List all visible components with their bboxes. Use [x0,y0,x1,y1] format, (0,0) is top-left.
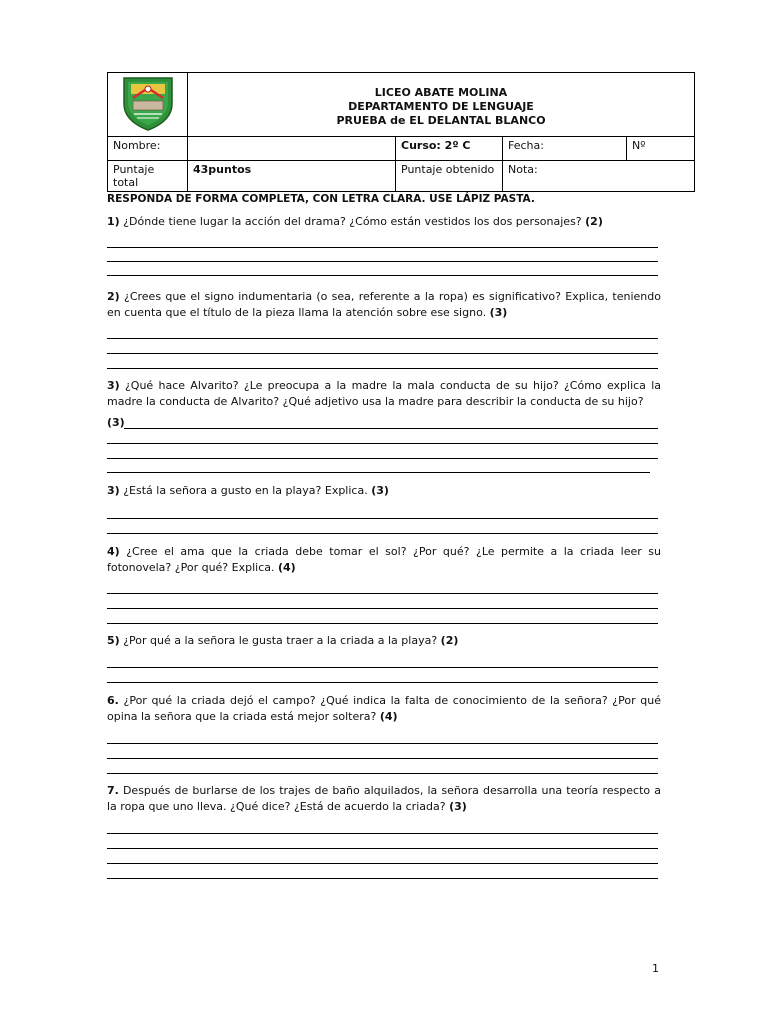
question-text: ¿Crees que el signo indumentaria (o sea, referente a la ropa) es significativo? Explica, teniendo en cuenta que el título de la pieza llama la atención sobre ese signo. [107,290,661,319]
question-number: 6. [107,694,119,707]
question-1 [107,214,661,230]
question-text: ¿Dónde tiene lugar la acción del drama? ¿Cómo están vestidos los dos personajes? [123,215,582,228]
answer-line[interactable] [107,533,658,534]
header-table [107,72,695,192]
question-number: 3) [107,484,120,497]
question-text: ¿Por qué la criada dejó el campo? ¿Qué indica la falta de conocimiento de la señora? ¿Por qué opina la señora que la criada está mejor soltera? [107,694,661,723]
answer-line[interactable] [107,353,658,354]
answer-line[interactable] [107,518,658,519]
school-title-cell [188,73,695,137]
puntaje-total-label: Puntaje total [108,161,188,192]
question-number: 5) [107,634,120,647]
question-text: ¿Por qué a la señora le gusta traer a la criada a la playa? [123,634,438,647]
answer-line[interactable] [107,261,658,262]
answer-line[interactable] [107,443,658,444]
instructions: RESPONDA DE FORMA COMPLETA, CON LETRA CLARA. USE LÁPIZ PASTA. [107,193,535,205]
answer-prefix: (3) [107,416,125,429]
answer-line[interactable] [107,863,658,864]
page-number: 1 [652,962,659,975]
question-points: (4) [379,710,398,723]
question-2 [107,289,661,321]
question-number: 7. [107,784,119,797]
school-name: LICEO ABATE MOLINA [374,86,508,99]
answer-line[interactable] [107,758,658,759]
question-5 [107,633,661,649]
answer-line[interactable] [107,878,658,879]
answer-line[interactable] [107,743,658,744]
nota-field[interactable]: Nota: [503,161,695,192]
answer-line[interactable] [124,428,658,429]
answer-line[interactable] [107,773,658,774]
answer-line[interactable] [107,667,658,668]
answer-line[interactable] [107,623,658,624]
question-points: (2) [585,215,603,228]
question-4 [107,544,661,576]
answer-line[interactable] [107,458,658,459]
logo-cell [108,73,188,137]
question-number: 1) [107,215,120,228]
question-points: (3) [371,484,389,497]
department-name: DEPARTAMENTO DE LENGUAJE [348,100,534,113]
question-points: (3) [489,306,508,319]
question-number: 2) [107,290,120,303]
question-7 [107,783,661,815]
answer-line[interactable] [107,338,658,339]
question-text: ¿Qué hace Alvarito? ¿Le preocupa a la madre la mala conducta de su hijo? ¿Cómo explica la madre la conducta de Alvarito? ¿Qué adjetivo usa la madre para describir la conducta de su hijo? [107,379,661,408]
test-title: PRUEBA de EL DELANTAL BLANCO [336,114,546,127]
question-text: ¿Cree el ama que la criada debe tomar el sol? ¿Por qué? ¿Le permite a la criada leer su fotonovela? ¿Por qué? Explica. [107,545,662,574]
puntaje-obtenido-field[interactable]: Puntaje obtenido [396,161,503,192]
curso-label: Curso: 2º C [396,137,503,161]
question-3 [107,378,661,410]
question-3b [107,483,661,499]
answer-line[interactable] [107,275,658,276]
nombre-label: Nombre: [108,137,188,161]
nombre-field[interactable] [188,137,396,161]
question-points: (4) [277,561,296,574]
question-number: 3) [107,379,120,392]
question-points: (3) [449,800,467,813]
question-6 [107,693,661,725]
question-number: 4) [107,545,120,558]
question-text: ¿Está la señora a gusto en la playa? Explica. [123,484,368,497]
answer-line[interactable] [107,608,658,609]
puntaje-total-value: 43puntos [188,161,396,192]
answer-line[interactable] [107,593,658,594]
school-crest-icon [119,74,177,132]
answer-line[interactable] [107,682,658,683]
question-points: (2) [440,634,459,647]
question-text: Después de burlarse de los trajes de baño alquilados, la señora desarrolla una teoría respecto a la ropa que uno lleva. ¿Qué dice? ¿Está de acuerdo la criada? [107,784,661,813]
answer-line[interactable] [107,247,658,248]
answer-line[interactable] [107,472,650,473]
answer-line[interactable] [107,848,658,849]
fecha-field[interactable]: Fecha: [503,137,627,161]
answer-line[interactable] [107,368,658,369]
numero-field[interactable]: Nº [627,137,695,161]
answer-line[interactable] [107,833,658,834]
